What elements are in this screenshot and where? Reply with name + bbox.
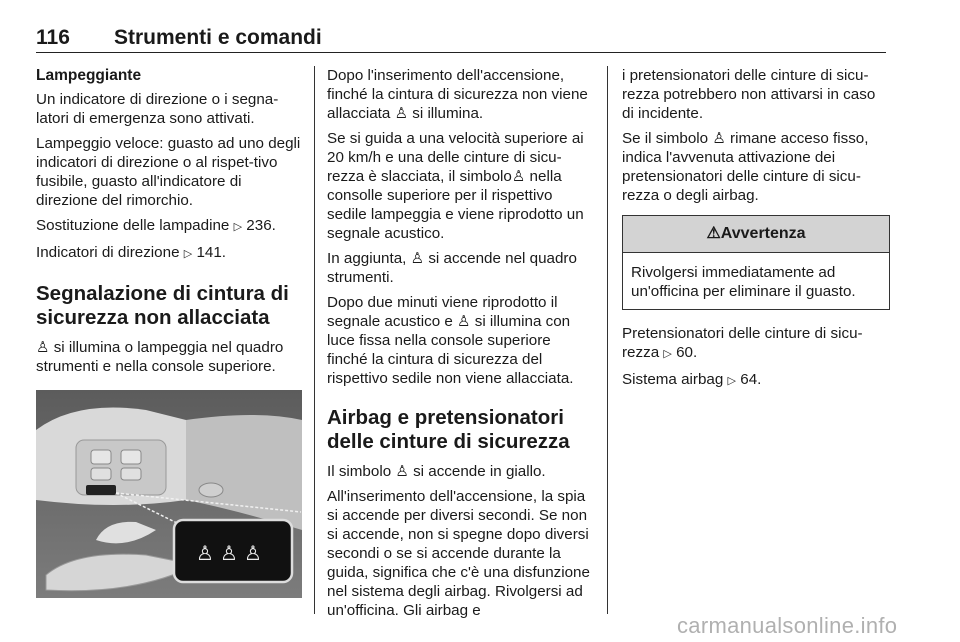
section-title-airbag: Airbag e pretensionatori delle cinture di sicurezza xyxy=(327,406,570,453)
heading-lampeggiante: Lampeggiante xyxy=(36,67,142,84)
paragraph: Se il simbolo ♙ rimane acceso fisso, indica l'avvenuta attivazione dei pretensionatori delle cinture di sicu-rezza o degli airbag. xyxy=(622,130,869,204)
ref-triangle-icon: ▷ xyxy=(663,348,672,360)
paragraph: Dopo l'inserimento dell'accensione, finché la cintura di sicurezza non viene allacciata ♙ si illumina. xyxy=(327,67,588,122)
paragraph: Dopo due minuti viene riprodotto il segnale acustico e ♙ si illumina con luce fissa nella console superiore finché la cintura di sicurezza del rispettivo sedile non viene allacciata. xyxy=(327,294,574,387)
seatbelt-icon: ♙ xyxy=(394,105,409,122)
page-title: Strumenti e comandi xyxy=(114,26,322,49)
paragraph: Pretensionatori delle cinture di sicu-rezza ▷ 60. xyxy=(622,325,863,361)
paragraph: i pretensionatori delle cinture di sicu-rezza potrebbero non attivarsi in caso di incidente. xyxy=(622,67,876,122)
svg-text:♙: ♙ xyxy=(196,541,214,565)
paragraph: Indicatori di direzione ▷ 141. xyxy=(36,244,227,261)
section-title-seatbelt: Segnalazione di cintura di sicurezza non allacciata xyxy=(36,282,289,329)
paragraph: All'inserimento dell'accensione, la spia si accende per diversi secondi. Se non si accende, non si spegne dopo diversi secondi o se si accende durante la guida, significa che c'è una disfunzione nel sistema degli airbag. Rivolgersi ad un'officina. Gli airbag e xyxy=(327,488,590,619)
page-ref: 60. xyxy=(676,344,698,361)
seatbelt-icon: ♙ xyxy=(457,313,471,330)
watermark: carmanualsonline.info xyxy=(677,613,898,638)
column-divider xyxy=(607,66,608,614)
svg-text:♙: ♙ xyxy=(220,541,238,565)
svg-text:♙: ♙ xyxy=(244,541,262,565)
ref-triangle-icon: ▷ xyxy=(727,375,737,387)
seatbelt-icon: ♙ xyxy=(36,339,50,356)
ref-triangle-icon: ▷ xyxy=(233,221,243,233)
paragraph: Sistema airbag ▷ 64. xyxy=(622,371,762,388)
airbag-icon: ♙ xyxy=(712,130,726,147)
paragraph: Sostituzione delle lampadine ▷ 236. xyxy=(36,217,276,234)
paragraph: Il simbolo ♙ si accende in giallo. xyxy=(327,463,546,480)
page-header xyxy=(36,18,886,53)
paragraph: Se si guida a una velocità superiore ai 20 km/h e una delle cinture di sicu-rezza è slacciata, il simbolo♙ nella consolle superiore per il rispettivo sedile lampeggia e viene riprodotto un segnale acustico. xyxy=(327,130,584,242)
column-2 xyxy=(327,66,595,626)
paragraph: Lampeggio veloce: guasto ad uno degli indicatori di direzione o al rispet-tivo fusibile, guasto all'indicatore di direzione del rimorchio. xyxy=(36,135,301,209)
paragraph: ♙ si illumina o lampeggia nel quadro strumenti e nella console superiore. xyxy=(36,339,284,375)
column-1 xyxy=(36,66,302,598)
warning-title: Avvertenza xyxy=(720,225,806,242)
warning-box xyxy=(622,215,890,310)
paragraph: In aggiunta, ♙ si accende nel quadro strumenti. xyxy=(327,250,577,286)
page-ref: 64. xyxy=(740,371,762,388)
ref-triangle-icon: ▷ xyxy=(183,248,193,260)
page-ref: 236. xyxy=(246,217,276,234)
seatbelt-icon: ♙ xyxy=(410,250,425,267)
warning-header xyxy=(623,216,889,253)
column-divider xyxy=(314,66,315,614)
console-illustration xyxy=(36,390,302,598)
page-ref: 141. xyxy=(196,244,227,261)
overhead-console-photo xyxy=(36,390,302,598)
warning-triangle-icon: ⚠ xyxy=(706,225,721,242)
page-number: 116 xyxy=(36,26,70,49)
airbag-icon: ♙ xyxy=(395,463,409,480)
seatbelt-icon: ♙ xyxy=(511,168,526,185)
column-3 xyxy=(622,66,890,397)
paragraph: Un indicatore di direzione o i segna-latori di emergenza sono attivati. xyxy=(36,91,279,127)
warning-text: Rivolgersi immediatamente ad un'officina per eliminare il guasto. xyxy=(631,264,856,300)
